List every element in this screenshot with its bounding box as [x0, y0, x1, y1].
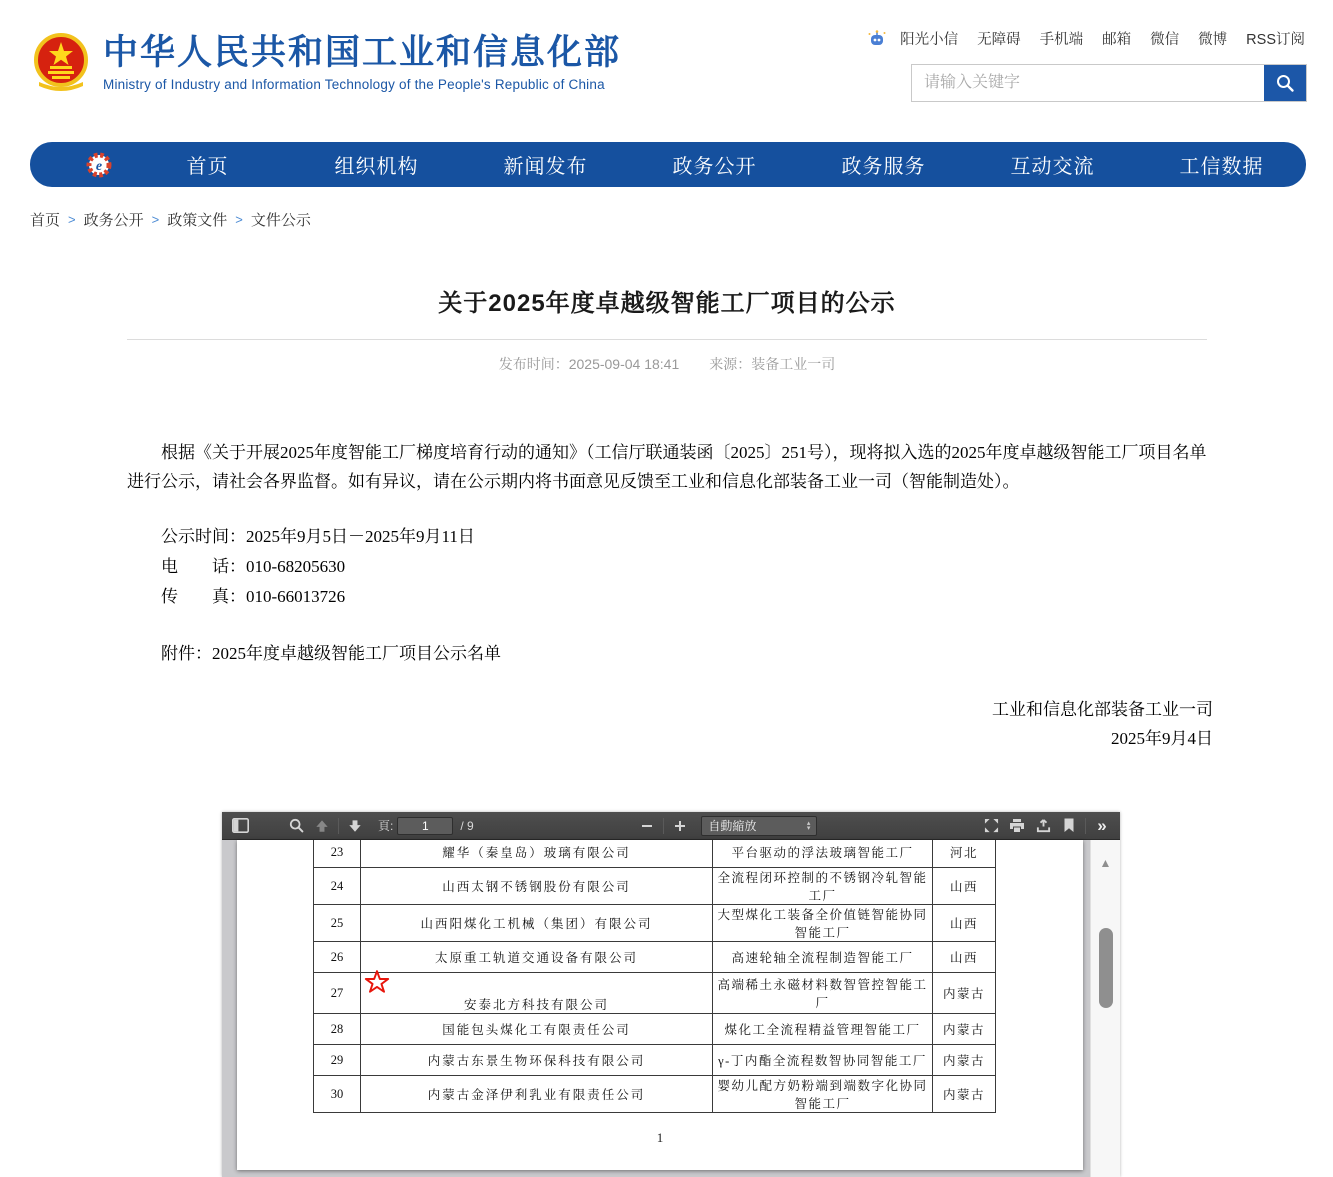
- chevron-double-right-icon: »: [1097, 816, 1107, 835]
- factory-list-table: [313, 840, 996, 1113]
- red-star-marker-icon: [364, 969, 390, 995]
- presentation-mode-button[interactable]: [978, 815, 1004, 837]
- pdf-scrollbar: [1090, 840, 1120, 1177]
- more-tools-button[interactable]: [1089, 815, 1115, 837]
- zoom-controls: [634, 815, 817, 837]
- zoom-mode-value: 自動縮放: [708, 819, 757, 833]
- fullscreen-icon: [984, 818, 999, 833]
- publish-time-label: 发布时间：: [498, 356, 569, 372]
- signature-department: 工业和信息化部装备工业一司: [992, 700, 1213, 719]
- site-title-en: Ministry of Industry and Information Technology of the People's Republic of China: [103, 76, 605, 92]
- nav-item-news[interactable]: 新闻发布: [503, 156, 588, 178]
- table-row: 29 内蒙古东景生物环保科技有限公司 γ-丁内酯全流程数智协同智能工厂 内蒙古: [314, 1045, 996, 1076]
- pdf-find-button[interactable]: [283, 815, 309, 837]
- scroll-up-arrow-icon[interactable]: ▲: [1099, 856, 1112, 870]
- public-period-line: 公示时间：2025年9月5日－2025年9月11日: [161, 527, 475, 546]
- article-title: 关于2025年度卓越级智能工厂项目的公示: [438, 290, 896, 317]
- fax-line: 传 真：010-66013726: [161, 587, 346, 606]
- table-row-starred: 27 安泰北方科技有限公司 高端稀土永磁材料数智管控智能工厂 内蒙古: [314, 973, 996, 1014]
- pdf-page: [237, 840, 1083, 1170]
- download-icon: [1036, 818, 1051, 833]
- publish-time-value: 2025-09-04 18:41: [568, 356, 680, 372]
- top-link-wechat[interactable]: 微信: [1150, 32, 1180, 48]
- top-link-mail[interactable]: 邮箱: [1102, 32, 1132, 48]
- page-count: / 9: [460, 818, 474, 833]
- main-nav: [30, 142, 1306, 187]
- page-up-icon: [315, 819, 329, 833]
- nav-item-data[interactable]: 工信数据: [1179, 156, 1264, 178]
- breadcrumb-separator: >: [151, 212, 160, 227]
- top-link-mobile[interactable]: 手机端: [1039, 32, 1084, 48]
- pdf-page-down-button[interactable]: [342, 815, 368, 837]
- search-input[interactable]: [912, 65, 1264, 101]
- page-number-label: 頁:: [378, 819, 394, 833]
- pdf-content-area: [222, 840, 1120, 1177]
- search-icon: [1275, 73, 1295, 93]
- breadcrumb-home[interactable]: 首页: [30, 212, 61, 229]
- national-emblem-icon: [33, 30, 89, 94]
- article-meta: [127, 354, 1207, 374]
- nav-items: [123, 150, 1306, 179]
- select-arrows-icon: ▴ ▾: [806, 819, 811, 832]
- nav-item-gov-info[interactable]: 政务公开: [672, 156, 757, 178]
- article-paragraph: 根据《关于开展2025年度智能工厂梯度培育行动的通知》（工信厅联通装函〔2025〕251号），现将拟入选的2025年度卓越级智能工厂项目名单进行公示，请社会各界监督。如有异议，请在公示期内将书面意见反馈至工业和信息化部装备工业一司（智能制造处）。: [127, 443, 1207, 491]
- nav-item-gov-services[interactable]: 政务服务: [841, 156, 926, 178]
- search-button[interactable]: [1264, 65, 1306, 101]
- signature-date: 2025年9月4日: [1111, 729, 1213, 748]
- table-row: 24 山西太钢不锈钢股份有限公司 全流程闭环控制的不锈钢冷轧智能工厂 山西: [314, 868, 996, 905]
- page-number-input[interactable]: [397, 817, 453, 835]
- source-value: 装备工业一司: [751, 356, 836, 372]
- miit-gear-logo-icon: [85, 151, 113, 179]
- zoom-out-icon: [641, 820, 653, 832]
- zoom-out-button[interactable]: [634, 815, 660, 837]
- phone-line: 电 话：010-68205630: [161, 557, 346, 576]
- site-header: [0, 0, 1333, 132]
- page-down-icon: [348, 819, 362, 833]
- download-button[interactable]: [1030, 815, 1056, 837]
- top-utility-links: [867, 28, 1305, 49]
- table-row: 26 太原重工轨道交通设备有限公司 高速轮轴全流程制造智能工厂 山西: [314, 942, 996, 973]
- bookmark-button[interactable]: [1056, 815, 1082, 837]
- site-title: 中华人民共和国工业和信息化部: [103, 32, 622, 72]
- source-label: 来源：: [709, 356, 752, 372]
- breadcrumb-gov-info[interactable]: 政务公开: [83, 212, 144, 229]
- table-row: 23 耀华（秦皇岛）玻璃有限公司 平台驱动的浮法玻璃智能工厂 河北: [314, 840, 996, 868]
- print-icon: [1009, 818, 1025, 833]
- title-divider: [127, 339, 1207, 340]
- breadcrumb-separator: >: [68, 212, 76, 227]
- nav-item-organization[interactable]: 组织机构: [334, 156, 419, 178]
- pdf-viewer: [222, 812, 1120, 1177]
- sidebar-toggle-icon: [232, 818, 249, 833]
- article-body: [127, 438, 1213, 753]
- breadcrumb-separator: >: [235, 212, 243, 227]
- pdf-sidebar-toggle-button[interactable]: [227, 815, 253, 837]
- pdf-page-up-button[interactable]: [309, 815, 335, 837]
- zoom-mode-select[interactable]: [701, 816, 817, 836]
- find-icon: [289, 818, 304, 833]
- table-row: 30 内蒙古金泽伊利乳业有限责任公司 婴幼儿配方奶粉端到端数字化协同智能工厂 内蒙古: [314, 1076, 996, 1113]
- breadcrumb: [30, 209, 311, 230]
- top-link-assistant[interactable]: 阳光小信: [900, 32, 959, 48]
- pdf-page-number: 1: [656, 1130, 664, 1145]
- bookmark-icon: [1063, 818, 1075, 833]
- nav-item-interaction[interactable]: 互动交流: [1010, 156, 1095, 178]
- top-link-weibo[interactable]: 微博: [1198, 32, 1228, 48]
- print-button[interactable]: [1004, 815, 1030, 837]
- top-link-rss[interactable]: RSS订阅: [1246, 32, 1305, 48]
- zoom-in-icon: [674, 820, 686, 832]
- toolbar-separator: [1085, 818, 1086, 834]
- scrollbar-thumb[interactable]: [1099, 928, 1113, 1008]
- table-row: 25 山西阳煤化工机械（集团）有限公司 大型煤化工装备全价值链智能协同智能工厂 山西: [314, 905, 996, 942]
- attachment-link[interactable]: 附件：2025年度卓越级智能工厂项目公示名单: [161, 644, 501, 663]
- pdf-toolbar: [222, 812, 1120, 840]
- assistant-robot-icon: [867, 29, 887, 49]
- breadcrumb-policy-docs[interactable]: 政策文件: [167, 212, 228, 229]
- toolbar-separator: [338, 818, 339, 834]
- zoom-in-button[interactable]: [667, 815, 693, 837]
- breadcrumb-current: 文件公示: [250, 212, 311, 229]
- toolbar-separator: [663, 818, 664, 834]
- site-search: [911, 64, 1307, 102]
- site-logo-block[interactable]: [33, 30, 621, 94]
- table-row: 28 国能包头煤化工有限责任公司 煤化工全流程精益管理智能工厂 内蒙古: [314, 1014, 996, 1045]
- nav-item-home[interactable]: 首页: [186, 156, 229, 178]
- svg-text:e: e: [95, 158, 103, 174]
- top-link-accessibility[interactable]: 无障碍: [977, 32, 1021, 48]
